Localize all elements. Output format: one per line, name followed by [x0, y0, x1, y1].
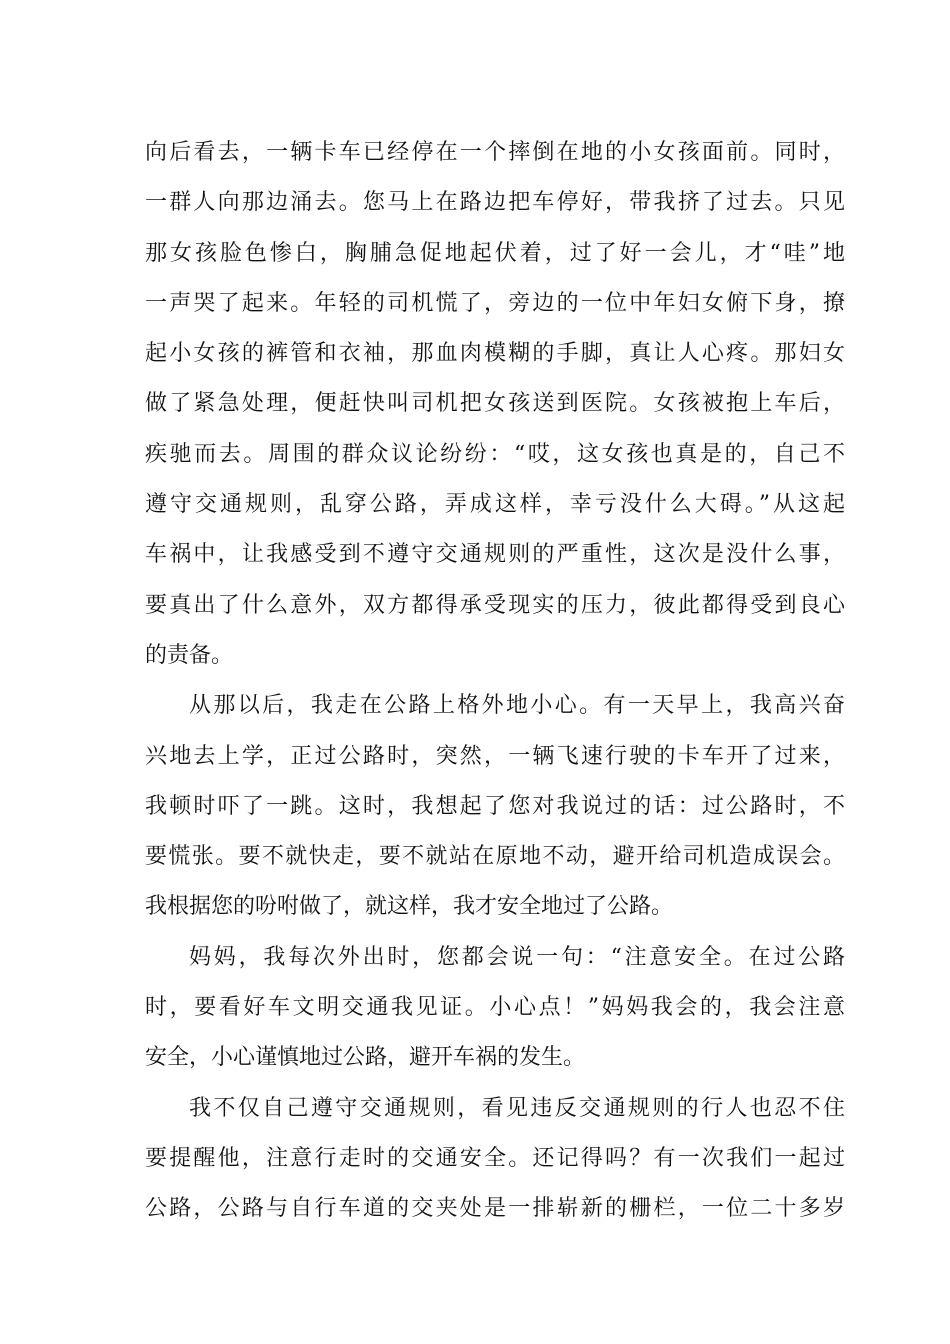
- text-line: 一群人向那边涌去。您马上在路边把车停好，带我挤了过去。只见: [145, 190, 845, 216]
- text-line: 向后看去，一辆卡车已经停在一个摔倒在地的小女孩面前。同时，: [145, 140, 845, 165]
- text-line: 做了紧急处理，便赶快叫司机把女孩送到医院。女孩被抱上车后，: [145, 391, 845, 417]
- text-line: 安全，小心谨慎地过公路，避开车祸的发生。: [145, 1045, 586, 1071]
- text-line: 车祸中，让我感受到不遵守交通规则的严重性，这次是没什么事，: [145, 542, 845, 568]
- text-line: 我顿时吓了一跳。这时，我想起了您对我说过的话：过公路时，不: [145, 793, 845, 819]
- text-line: 要提醒他，注意行走时的交通安全。还记得吗？有一次我们一起过: [145, 1145, 845, 1171]
- text-line: 要慌张。要不就快走，要不就站在原地不动，避开给司机造成误会。: [145, 844, 845, 870]
- text-line: 妈妈，我每次外出时，您都会说一句：“注意安全。在过公路: [189, 944, 845, 970]
- text-line: 起小女孩的裤管和衣袖，那血肉模糊的手脚，真让人心疼。那妇女: [145, 341, 845, 367]
- body-text: [145, 128, 845, 1235]
- text-line: 时，要看好车文明交通我见证。小心点！”妈妈我会的，我会注意: [145, 995, 845, 1021]
- text-line: 一声哭了起来。年轻的司机慌了，旁边的一位中年妇女俯下身，撩: [145, 290, 845, 316]
- text-line: 从那以后，我走在公路上格外地小心。有一天早上，我高兴奋: [189, 693, 845, 719]
- text-line: 的责备。: [145, 642, 234, 668]
- text-line: 那女孩脸色惨白，胸脯急促地起伏着，过了好一会儿，才“哇”地: [145, 240, 845, 266]
- text-line: 要真出了什么意外，双方都得承受现实的压力，彼此都得受到良心: [145, 592, 845, 618]
- text-line: 疾驰而去。周围的群众议论纷纷：“哎，这女孩也真是的，自己不: [145, 441, 845, 467]
- text-line: 我根据您的吩咐做了，就这样，我才安全地过了公路。: [145, 894, 674, 920]
- text-line: 我不仅自己遵守交通规则，看见违反交通规则的行人也忍不住: [189, 1095, 845, 1121]
- text-line: 遵守交通规则，乱穿公路，弄成这样，幸亏没什么大碍。”从这起: [145, 492, 845, 518]
- text-line: 兴地去上学，正过公路时，突然，一辆飞速行驶的卡车开了过来，: [145, 743, 845, 769]
- text-line: 公路，公路与自行车道的交夹处是一排崭新的栅栏，一位二十多岁: [145, 1196, 845, 1222]
